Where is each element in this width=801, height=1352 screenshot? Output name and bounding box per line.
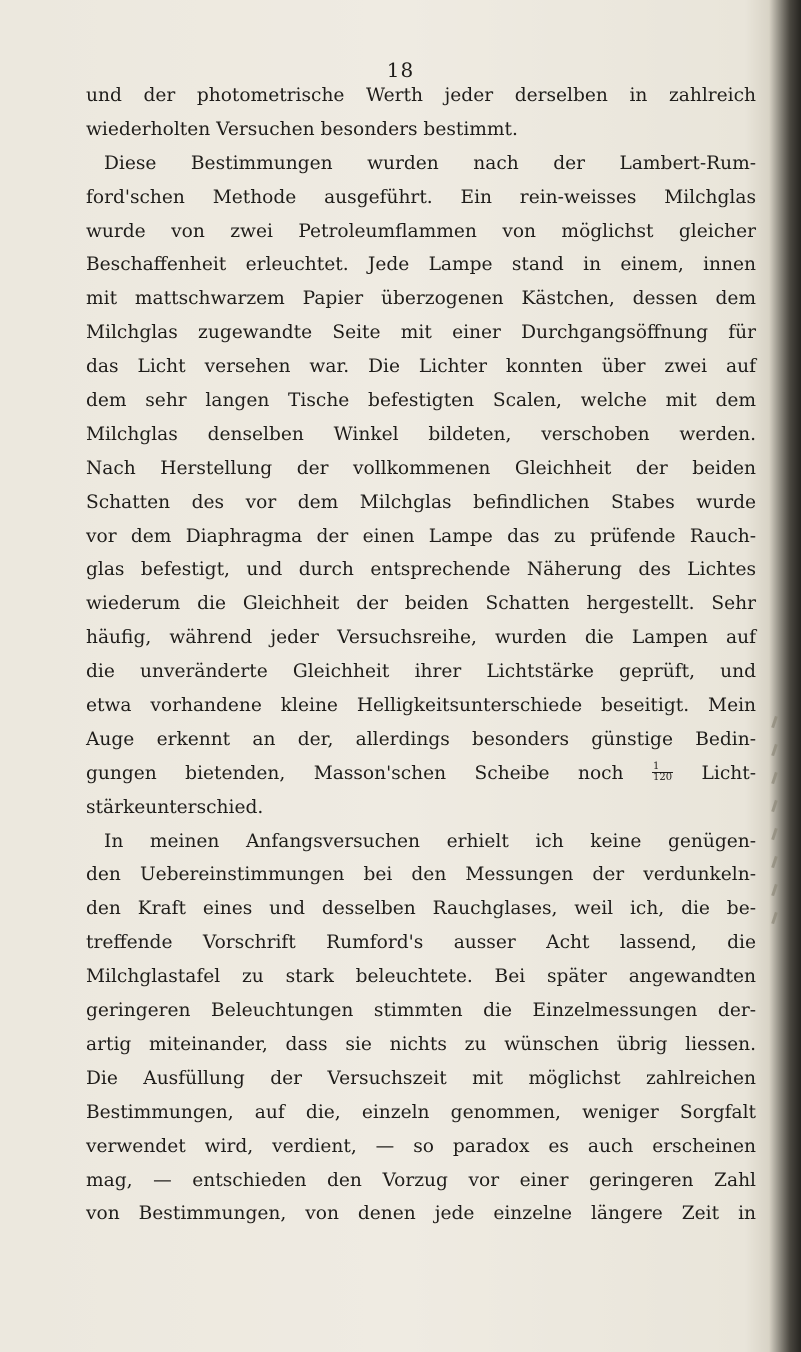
edge-mark [771,800,778,812]
text-line: vor dem Diaphragma der einen Lampe das zu prüfende Rauch- [86,525,756,547]
text-line: glas befestigt, und durch entsprechende Näherung des Lichtes [86,559,756,581]
text-line: Die Ausfüllung der Versuchszeit mit möglichst zahlreichen [86,1067,756,1089]
text-line-with-fraction [86,757,756,791]
edge-mark [771,716,778,728]
text-line: wiederum die Gleichheit der beiden Schatten hergestellt. Sehr [86,593,756,615]
edge-mark [771,828,778,840]
text-line: mit mattschwarzem Papier überzogenen Kästchen, dessen dem [86,288,756,310]
text-line: das Licht versehen war. Die Lichter konnten über zwei auf [86,356,756,378]
page-number: 18 [386,58,415,82]
text-line: Diese Bestimmungen wurden nach der Lambert-Rum- [104,152,756,174]
text-line: etwa vorhandene kleine Helligkeitsunterschiede beseitigt. Mein [86,695,756,717]
text-line: treffende Vorschrift Rumford's ausser Acht lassend, die [86,932,756,954]
text-line: wurde von zwei Petroleumflammen von möglichst gleicher [86,220,756,242]
fraction-numerator: 1 [652,762,673,773]
edge-mark [771,772,778,784]
text-line: Auge erkennt an der, allerdings besonders günstige Bedin- [86,728,756,750]
text-line: verwendet wird, verdient, — so paradox es auch erscheinen [86,1135,756,1157]
text-line: Bestimmungen, auf die, einzeln genommen, weniger Sorgfalt [86,1101,756,1123]
text-line: In meinen Anfangsversuchen erhielt ich keine genügen- [104,830,756,852]
fraction [652,762,673,783]
text-line: Milchglastafel zu stark beleuchtete. Bei später angewandten [86,966,756,988]
text-line: mag, — entschieden den Vorzug vor einer geringeren Zahl [86,1169,756,1191]
text-line: dem sehr langen Tische befestigten Scalen, welche mit dem [86,390,756,412]
text-line: den Uebereinstimmungen bei den Messungen der verdunkeln- [86,864,756,886]
text-segment: gungen bietenden, Masson'schen Scheibe noch [86,762,624,784]
edge-mark [771,856,778,868]
edge-mark [771,744,778,756]
text-line: Milchglas denselben Winkel bildeten, verschoben werden. [86,423,756,445]
text-line: stärkeunterschied. [86,796,264,818]
text-line: wiederholten Versuchen besonders bestimmt. [86,118,518,140]
text-line: die unveränderte Gleichheit ihrer Lichtstärke geprüft, und [86,661,756,683]
text-line: Schatten des vor dem Milchglas befindlichen Stabes wurde [86,491,756,513]
text-line: von Bestimmungen, von denen jede einzelne längere Zeit in [86,1203,756,1225]
fraction-denominator: 120 [653,771,673,783]
text-line: häufig, während jeder Versuchsreihe, wurden die Lampen auf [86,627,756,649]
text-line: Beschaffenheit erleuchtet. Jede Lampe stand in einem, innen [86,254,756,276]
body-text [86,79,756,1231]
text-segment: Licht- [701,762,756,784]
text-line: den Kraft eines und desselben Rauchglases, weil ich, die be- [86,898,756,920]
text-line: Milchglas zugewandte Seite mit einer Durchgangsöffnung für [86,322,756,344]
edge-mark [771,912,778,924]
text-line: ford'schen Methode ausgeführt. Ein rein-weisses Milchglas [86,186,756,208]
text-line: geringeren Beleuchtungen stimmten die Einzelmessungen der- [86,1000,756,1022]
text-line: und der photometrische Werth jeder derselben in zahlreich [86,85,756,106]
text-line: Nach Herstellung der vollkommenen Gleichheit der beiden [86,457,756,479]
edge-mark [771,884,778,896]
text-line: artig miteinander, dass sie nichts zu wünschen übrig liessen. [86,1033,756,1055]
page-edge-shadow-marks [769,700,783,920]
